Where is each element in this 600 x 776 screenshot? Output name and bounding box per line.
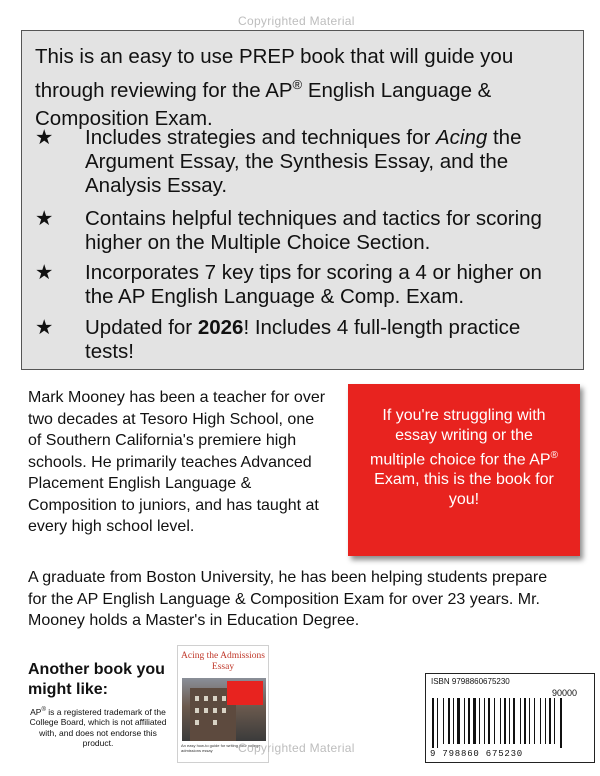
isbn-label: ISBN 9798860675230	[431, 677, 510, 686]
isbn-digits: 9 798860 675230	[430, 749, 524, 759]
watermark-top: Copyrighted Material	[238, 14, 355, 28]
barcode-bar	[545, 698, 546, 744]
callout-text: If you're struggling with essay writing or the multiple choice for the AP	[370, 407, 551, 469]
star-icon: ★	[35, 207, 54, 230]
barcode-bar	[520, 698, 521, 744]
barcode-bar	[437, 698, 438, 748]
barcode-bar	[504, 698, 506, 744]
barcode-bar	[540, 698, 541, 744]
another-book-heading: Another book you might like:	[28, 661, 165, 698]
bullet-text: Updated for 2026! Includes 4 full-length practice tests!	[85, 316, 521, 363]
barcode-bar	[448, 698, 450, 744]
registered-mark: ®	[550, 450, 558, 461]
barcode-bar	[453, 698, 454, 744]
barcode-bar	[524, 698, 526, 744]
star-icon: ★	[35, 126, 54, 149]
barcode-bar	[464, 698, 465, 744]
window-shape	[222, 696, 226, 701]
barcode-bars	[432, 698, 590, 748]
barcode-bar	[560, 698, 562, 748]
barcode-bar	[509, 698, 510, 744]
author-education-paragraph: A graduate from Boston University, he has been helping students prepare for the AP English Language & Composition Exam for over 23 years. Mr. Mooney holds a Master's in Education Degree.	[28, 569, 548, 629]
cover-red-box	[227, 681, 263, 705]
registered-mark: ®	[41, 707, 46, 713]
callout-box	[348, 384, 580, 556]
window-shape	[213, 708, 217, 713]
star-icon: ★	[35, 261, 54, 284]
barcode-bar	[513, 698, 515, 744]
barcode-bar	[479, 698, 480, 744]
book-cover-photo	[182, 678, 266, 741]
window-shape	[204, 696, 208, 701]
blurb-box	[21, 30, 584, 370]
emphasis-acing: Acing	[436, 126, 488, 149]
callout-text-end: Exam, this is the book for you!	[374, 471, 554, 509]
star-icon: ★	[35, 316, 54, 339]
barcode-bar	[484, 698, 485, 744]
bullet-text: Contains helpful techniques and tactics for scoring higher on the Multiple Choice Section.	[85, 207, 542, 254]
barcode-bar	[473, 698, 476, 744]
barcode-bar	[457, 698, 460, 744]
barcode-bar	[549, 698, 551, 744]
watermark-bottom: Copyrighted Material	[238, 741, 355, 755]
barcode-bar	[500, 698, 501, 744]
recommended-book-title: Acing the Admissions Essay	[181, 651, 265, 672]
window-shape	[222, 708, 226, 713]
intro-text-end: English Language & Composition Exam.	[35, 78, 492, 130]
barcode-bar	[554, 698, 555, 744]
barcode-bar	[432, 698, 434, 748]
barcode-bar	[443, 698, 444, 744]
bullet-text: Incorporates 7 key tips for scoring a 4 or higher on the AP English Language & Comp. Exam.	[85, 261, 542, 308]
bullet-item	[35, 126, 570, 198]
year-2026: 2026	[197, 316, 244, 339]
registered-mark: ®	[292, 77, 303, 92]
window-shape	[195, 720, 199, 725]
barcode-bar	[534, 698, 535, 744]
window-shape	[213, 696, 217, 701]
author-bio-paragraph: Mark Mooney has been a teacher for over two decades at Tesoro High School, one of Southern California's premiere high schools. He primarily teaches Advanced Placement English Language & Composition to juniors, and has taught at every high school level.	[28, 389, 326, 535]
barcode-bar	[494, 698, 495, 744]
bullet-item	[35, 261, 570, 309]
price-code: 90000	[552, 688, 578, 698]
window-shape	[195, 696, 199, 701]
bullet-item	[35, 207, 570, 255]
bullet-text: Includes strategies and techniques for Acing the Argument Essay, the Synthesis Essay, and the Analysis Essay.	[85, 126, 522, 197]
bullet-item	[35, 316, 570, 364]
barcode-bar	[468, 698, 470, 744]
barcode-bar	[488, 698, 490, 744]
intro-paragraph	[35, 43, 575, 133]
window-shape	[195, 708, 199, 713]
recommended-book-caption: An easy how-to guide for writing your college admissions essay	[181, 743, 261, 753]
intro-text: This is an easy to use PREP book that will guide you through reviewing for the AP	[35, 45, 514, 102]
trademark-notice: AP® is a registered trademark of the College Board, which is not affiliated with, and does not endorse this product.	[29, 706, 167, 749]
window-shape	[204, 708, 208, 713]
barcode-bar	[529, 698, 530, 744]
window-shape	[213, 720, 217, 725]
barcode-panel	[425, 673, 595, 763]
